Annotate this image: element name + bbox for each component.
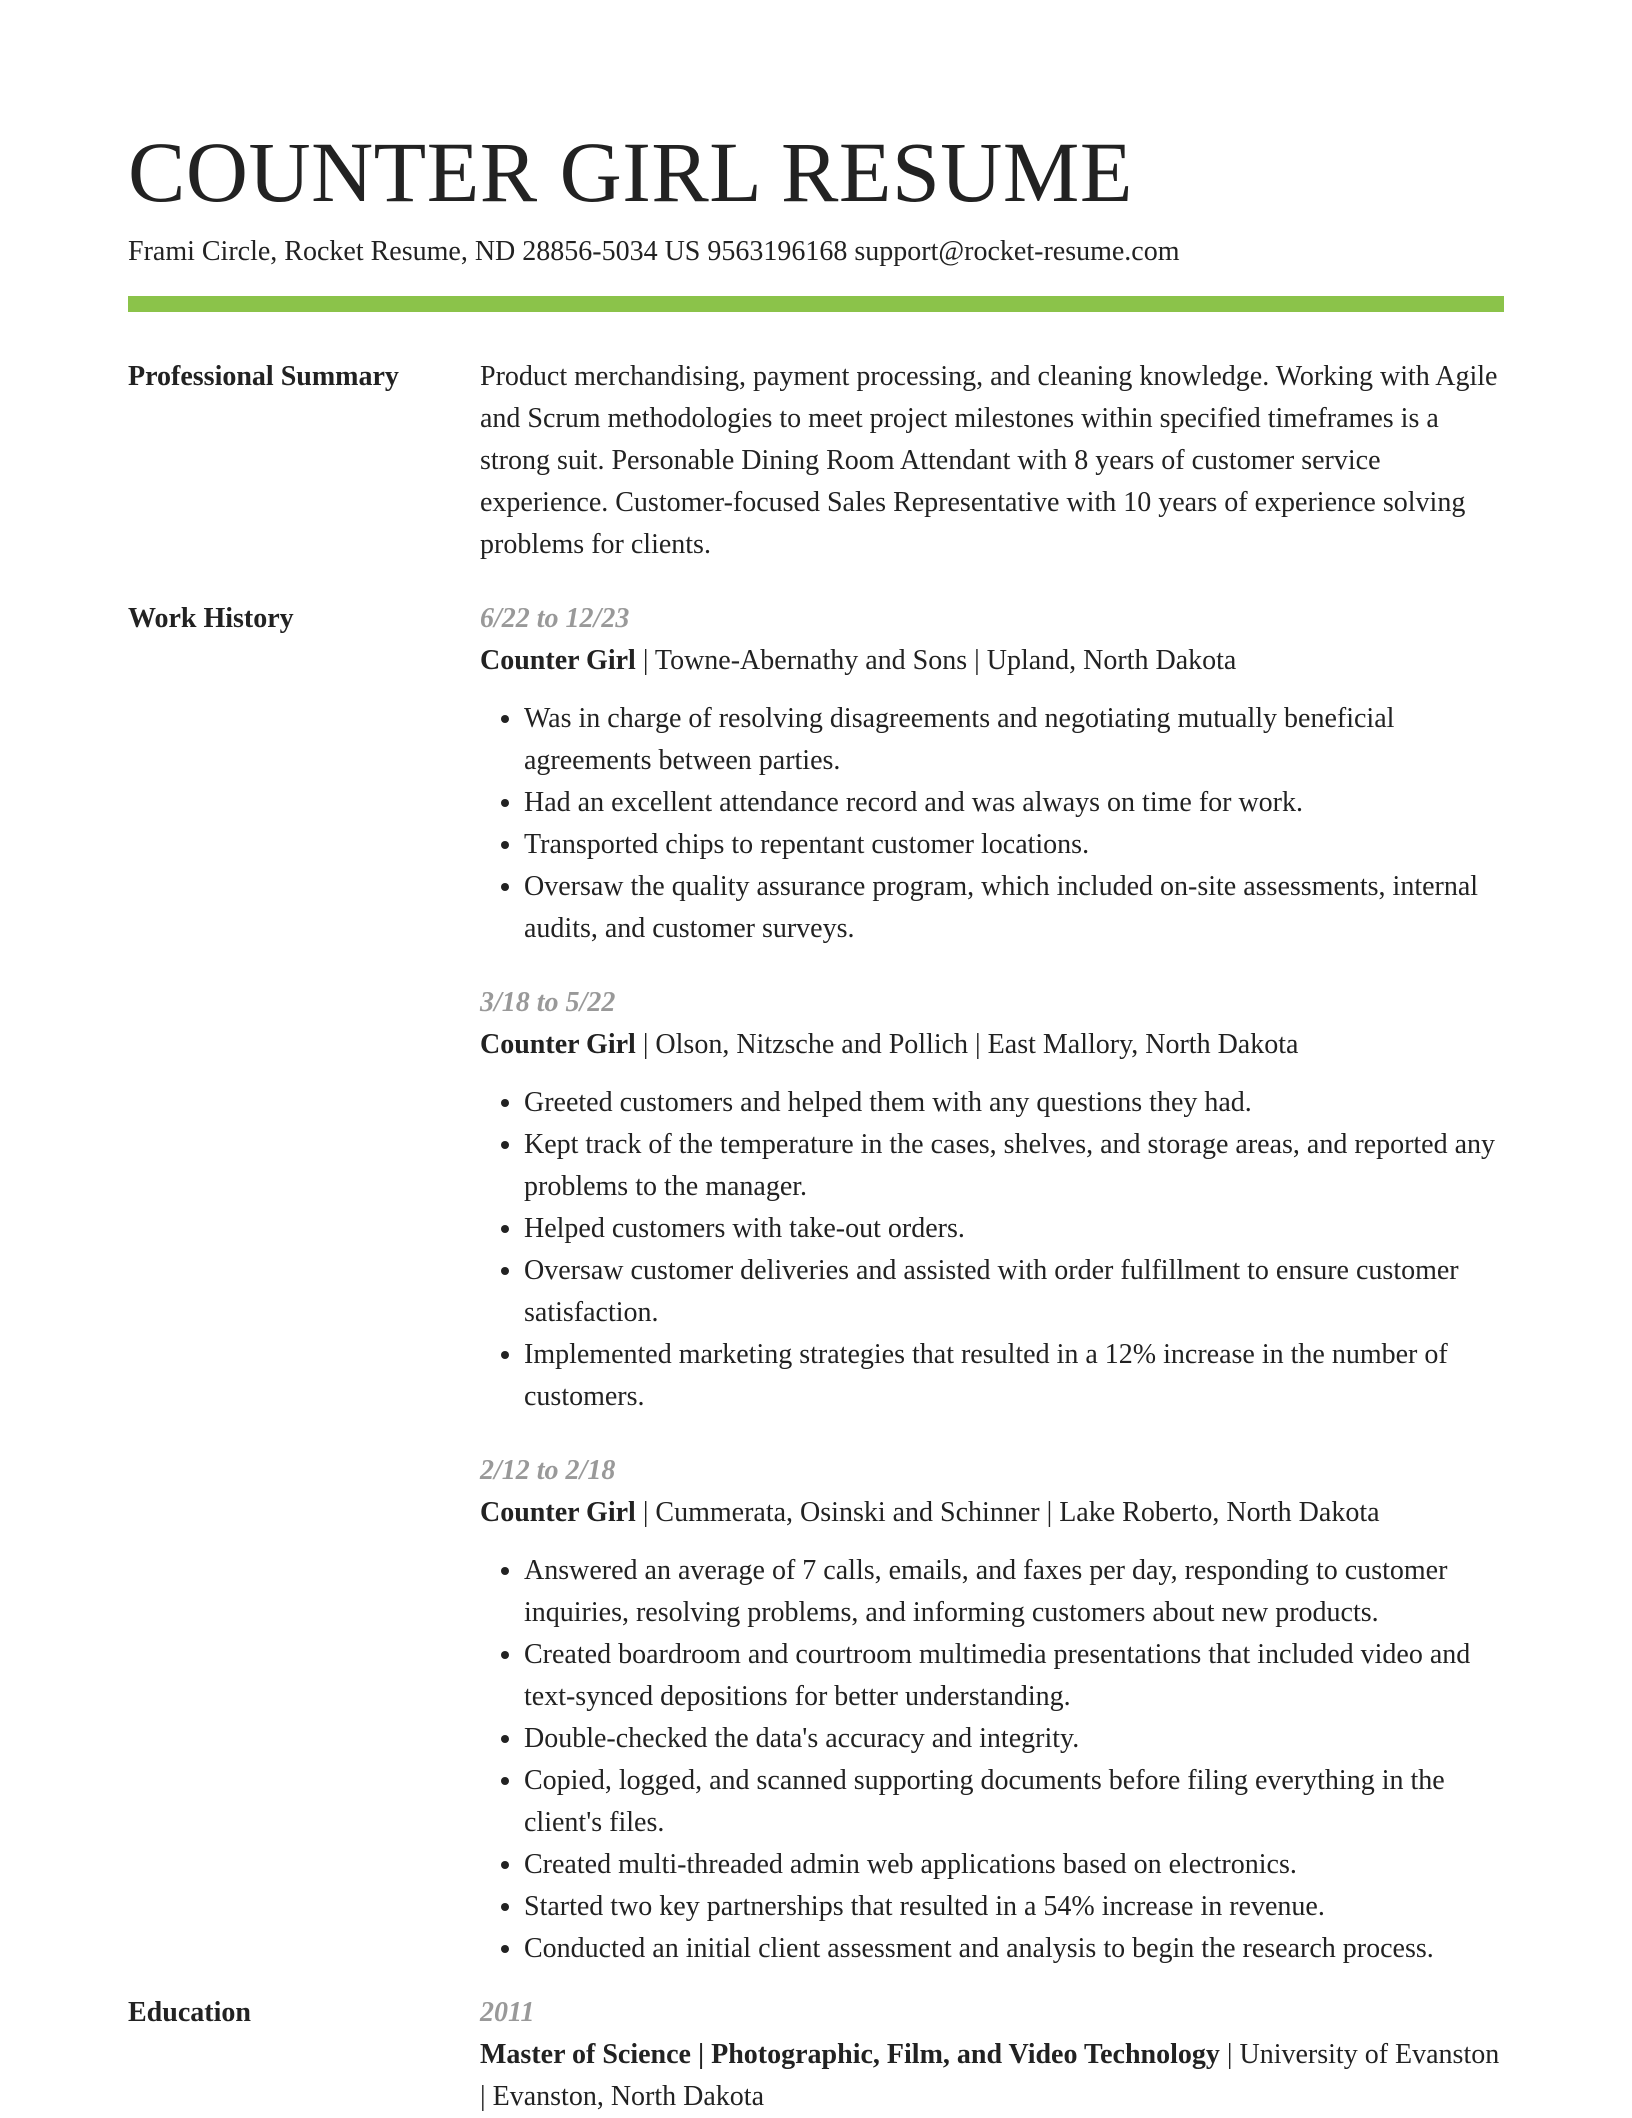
section-heading-summary: Professional Summary <box>128 361 399 392</box>
job-bullet: • Was in charge of resolving disagreements and negotiating mutually beneficial agreements between parties. <box>524 698 1504 782</box>
job-dates: 6/22 to 12/23 <box>480 603 630 634</box>
job-bullet: • Created boardroom and courtroom multimedia presentations that included video and text-synced depositions for better understanding. <box>524 1634 1504 1718</box>
job-entry <box>480 982 1504 1418</box>
contact-line <box>128 232 1504 272</box>
job-title: Counter Girl <box>480 645 636 676</box>
job-bullet-list <box>480 1082 1504 1418</box>
job-employer: Cummerata, Osinski and Schinner <box>655 1497 1040 1528</box>
contact-phone: 9563196168 <box>707 236 848 267</box>
job-entry <box>480 1450 1504 1970</box>
job-role-line: Counter Girl | Cummerata, Osinski and Schinner | Lake Roberto, North Dakota <box>480 1497 1380 1528</box>
job-bullet: • Greeted customers and helped them with any questions they had. <box>524 1082 1504 1124</box>
education-school: University of Evanston <box>1239 2039 1500 2070</box>
job-employer: Olson, Nitzsche and Pollich <box>655 1029 969 1060</box>
job-location: East Mallory, North Dakota <box>987 1029 1299 1060</box>
contact-address: Frami Circle, Rocket Resume, ND 28856-5034 US <box>128 236 701 267</box>
job-bullet: • Transported chips to repentant customer locations. <box>524 824 1504 866</box>
job-role-line: Counter Girl | Olson, Nitzsche and Pollich | East Mallory, North Dakota <box>480 1029 1299 1060</box>
job-bullet: • Had an excellent attendance record and was always on time for work. <box>524 782 1504 824</box>
job-title: Counter Girl <box>480 1497 636 1528</box>
job-bullet-list <box>480 1550 1504 1970</box>
education-entry <box>480 1992 1504 2118</box>
education-year: 2011 <box>480 1997 535 2028</box>
job-bullet: • Copied, logged, and scanned supporting documents before filing everything in the client's files. <box>524 1760 1504 1844</box>
job-title: Counter Girl <box>480 1029 636 1060</box>
education-location: Evanston, North Dakota <box>492 2081 764 2112</box>
education-list <box>480 1992 1504 2118</box>
education-section <box>128 1992 1504 2118</box>
summary-text: Product merchandising, payment processing, and cleaning knowledge. Working with Agile and Scrum methodologies to meet project milestones within specified timeframes is a strong suit. Personable Dining Room Attendant with 8 years of customer service experience. Customer-focused Sales Representative with 10 years of experience solving problems for clients. <box>480 361 1498 560</box>
header-divider <box>128 296 1504 312</box>
job-bullet: • Answered an average of 7 calls, emails, and faxes per day, responding to customer inquiries, resolving problems, and informing customers about new products. <box>524 1550 1504 1634</box>
job-location: Lake Roberto, North Dakota <box>1059 1497 1380 1528</box>
job-location: Upland, North Dakota <box>986 645 1237 676</box>
resume-page <box>128 0 1504 2118</box>
job-bullet: • Kept track of the temperature in the cases, shelves, and storage areas, and reported any problems to the manager. <box>524 1124 1504 1208</box>
job-dates: 2/12 to 2/18 <box>480 1455 616 1486</box>
job-bullet-list <box>480 698 1504 950</box>
job-bullet: • Created multi-threaded admin web applications based on electronics. <box>524 1844 1504 1886</box>
job-employer: Towne-Abernathy and Sons <box>654 645 968 676</box>
section-heading-education: Education <box>128 1997 251 2028</box>
education-degree: Master of Science | Photographic, Film, and Video Technology <box>480 2039 1220 2070</box>
job-bullet: • Helped customers with take-out orders. <box>524 1208 1504 1250</box>
job-bullet: • Implemented marketing strategies that resulted in a 12% increase in the number of customers. <box>524 1334 1504 1418</box>
work-history-list <box>480 598 1504 1970</box>
resume-title: COUNTER GIRL RESUME <box>128 124 1133 220</box>
job-role-line: Counter Girl | Towne-Abernathy and Sons | Upland, North Dakota <box>480 645 1237 676</box>
education-degree-line: Master of Science | Photographic, Film, and Video Technology | University of Evanston | Evanston, North Dakota <box>480 2039 1500 2112</box>
job-entry <box>480 598 1504 950</box>
job-dates: 3/18 to 5/22 <box>480 987 616 1018</box>
work-history-section <box>128 598 1504 1970</box>
job-bullet: • Conducted an initial client assessment and analysis to begin the research process. <box>524 1928 1504 1970</box>
job-bullet: • Double-checked the data's accuracy and integrity. <box>524 1718 1504 1760</box>
contact-email: support@rocket-resume.com <box>854 236 1180 267</box>
professional-summary-section <box>128 356 1504 566</box>
job-bullet: • Oversaw customer deliveries and assisted with order fulfillment to ensure customer satisfaction. <box>524 1250 1504 1334</box>
section-heading-work-history: Work History <box>128 603 294 634</box>
job-bullet: • Started two key partnerships that resulted in a 54% increase in revenue. <box>524 1886 1504 1928</box>
job-bullet: • Oversaw the quality assurance program, which included on-site assessments, internal audits, and customer surveys. <box>524 866 1504 950</box>
